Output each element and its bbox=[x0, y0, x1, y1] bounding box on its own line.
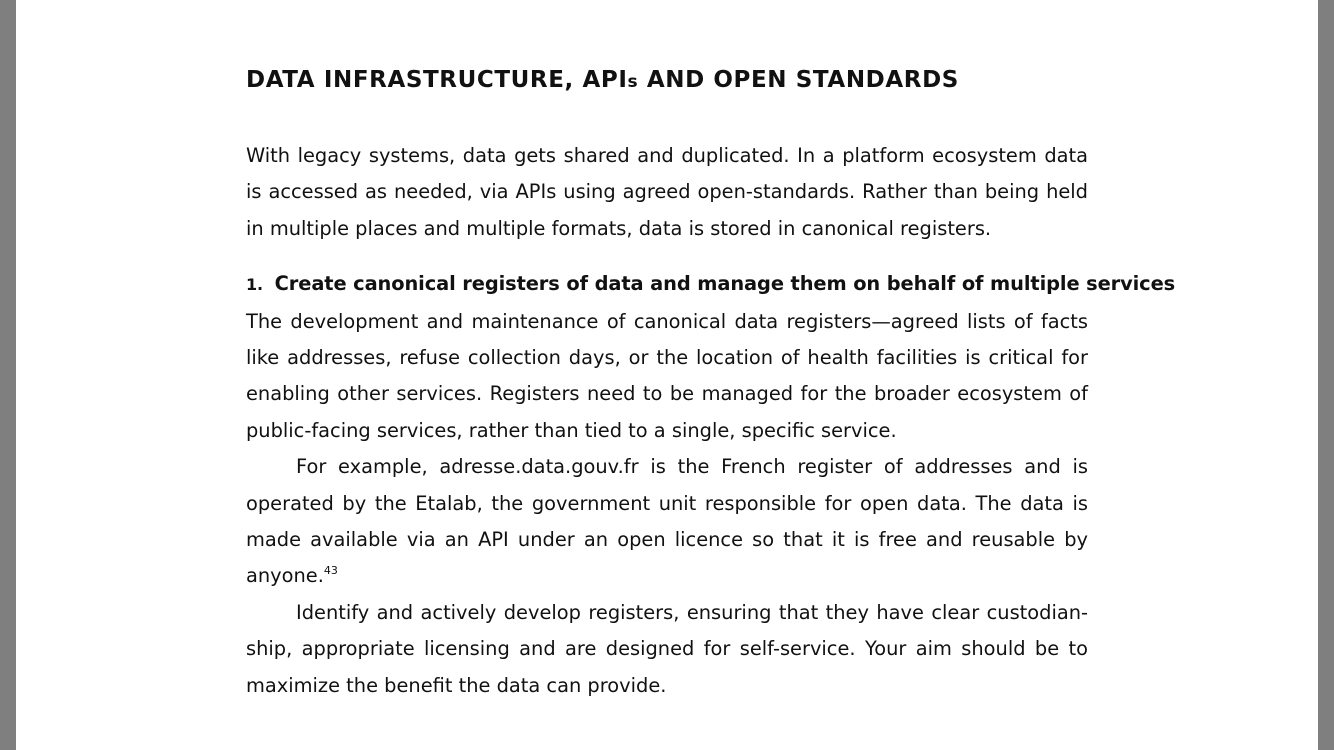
heading-main: DATA INFRASTRUCTURE, API bbox=[246, 67, 628, 93]
document-page bbox=[16, 0, 1318, 750]
footnote-marker[interactable]: 43 bbox=[323, 564, 338, 578]
example-paragraph bbox=[246, 449, 1088, 595]
section-heading bbox=[246, 62, 1088, 100]
heading-tail: AND OPEN STANDARDS bbox=[638, 67, 959, 93]
page-content bbox=[246, 62, 1176, 704]
recommendation-title bbox=[246, 266, 1176, 303]
example-text: For example, adresse.data.gouv.fr is the French register of addresses and is operated by the Etalab, the government unit responsible for open data. The data is made available via an API under an open licence so that it is free and reusable by anyone. bbox=[246, 455, 1088, 588]
intro-paragraph: With legacy systems, data gets shared and duplicated. In a platform ecosystem data is accessed as needed, via APIs using agreed open-standards. Rather than being held in multiple places and multiple formats, data is stored in canonical registers. bbox=[246, 144, 1088, 240]
recommendation-number: 1. bbox=[246, 275, 264, 295]
heading-smallcaps: s bbox=[627, 72, 639, 92]
recommendation-title-text: Create canonical registers of data and manage them on behalf of multiple services bbox=[274, 272, 1176, 296]
recommendation-body: The development and maintenance of canonical data registers—agreed lists of facts like addresses, refuse collection days, or the location of health facilities is critical for enabling other services. Registers need to be managed for the broader ecosystem of public-facing services, rather than tied to a single, specific service. bbox=[246, 309, 1088, 442]
advice-paragraph: Identify and actively develop registers, ensuring that they have clear custodianship, appropriate licensing and are designed for self-service. Your aim should be to maximize the benefit the data can provide. bbox=[246, 600, 1088, 697]
